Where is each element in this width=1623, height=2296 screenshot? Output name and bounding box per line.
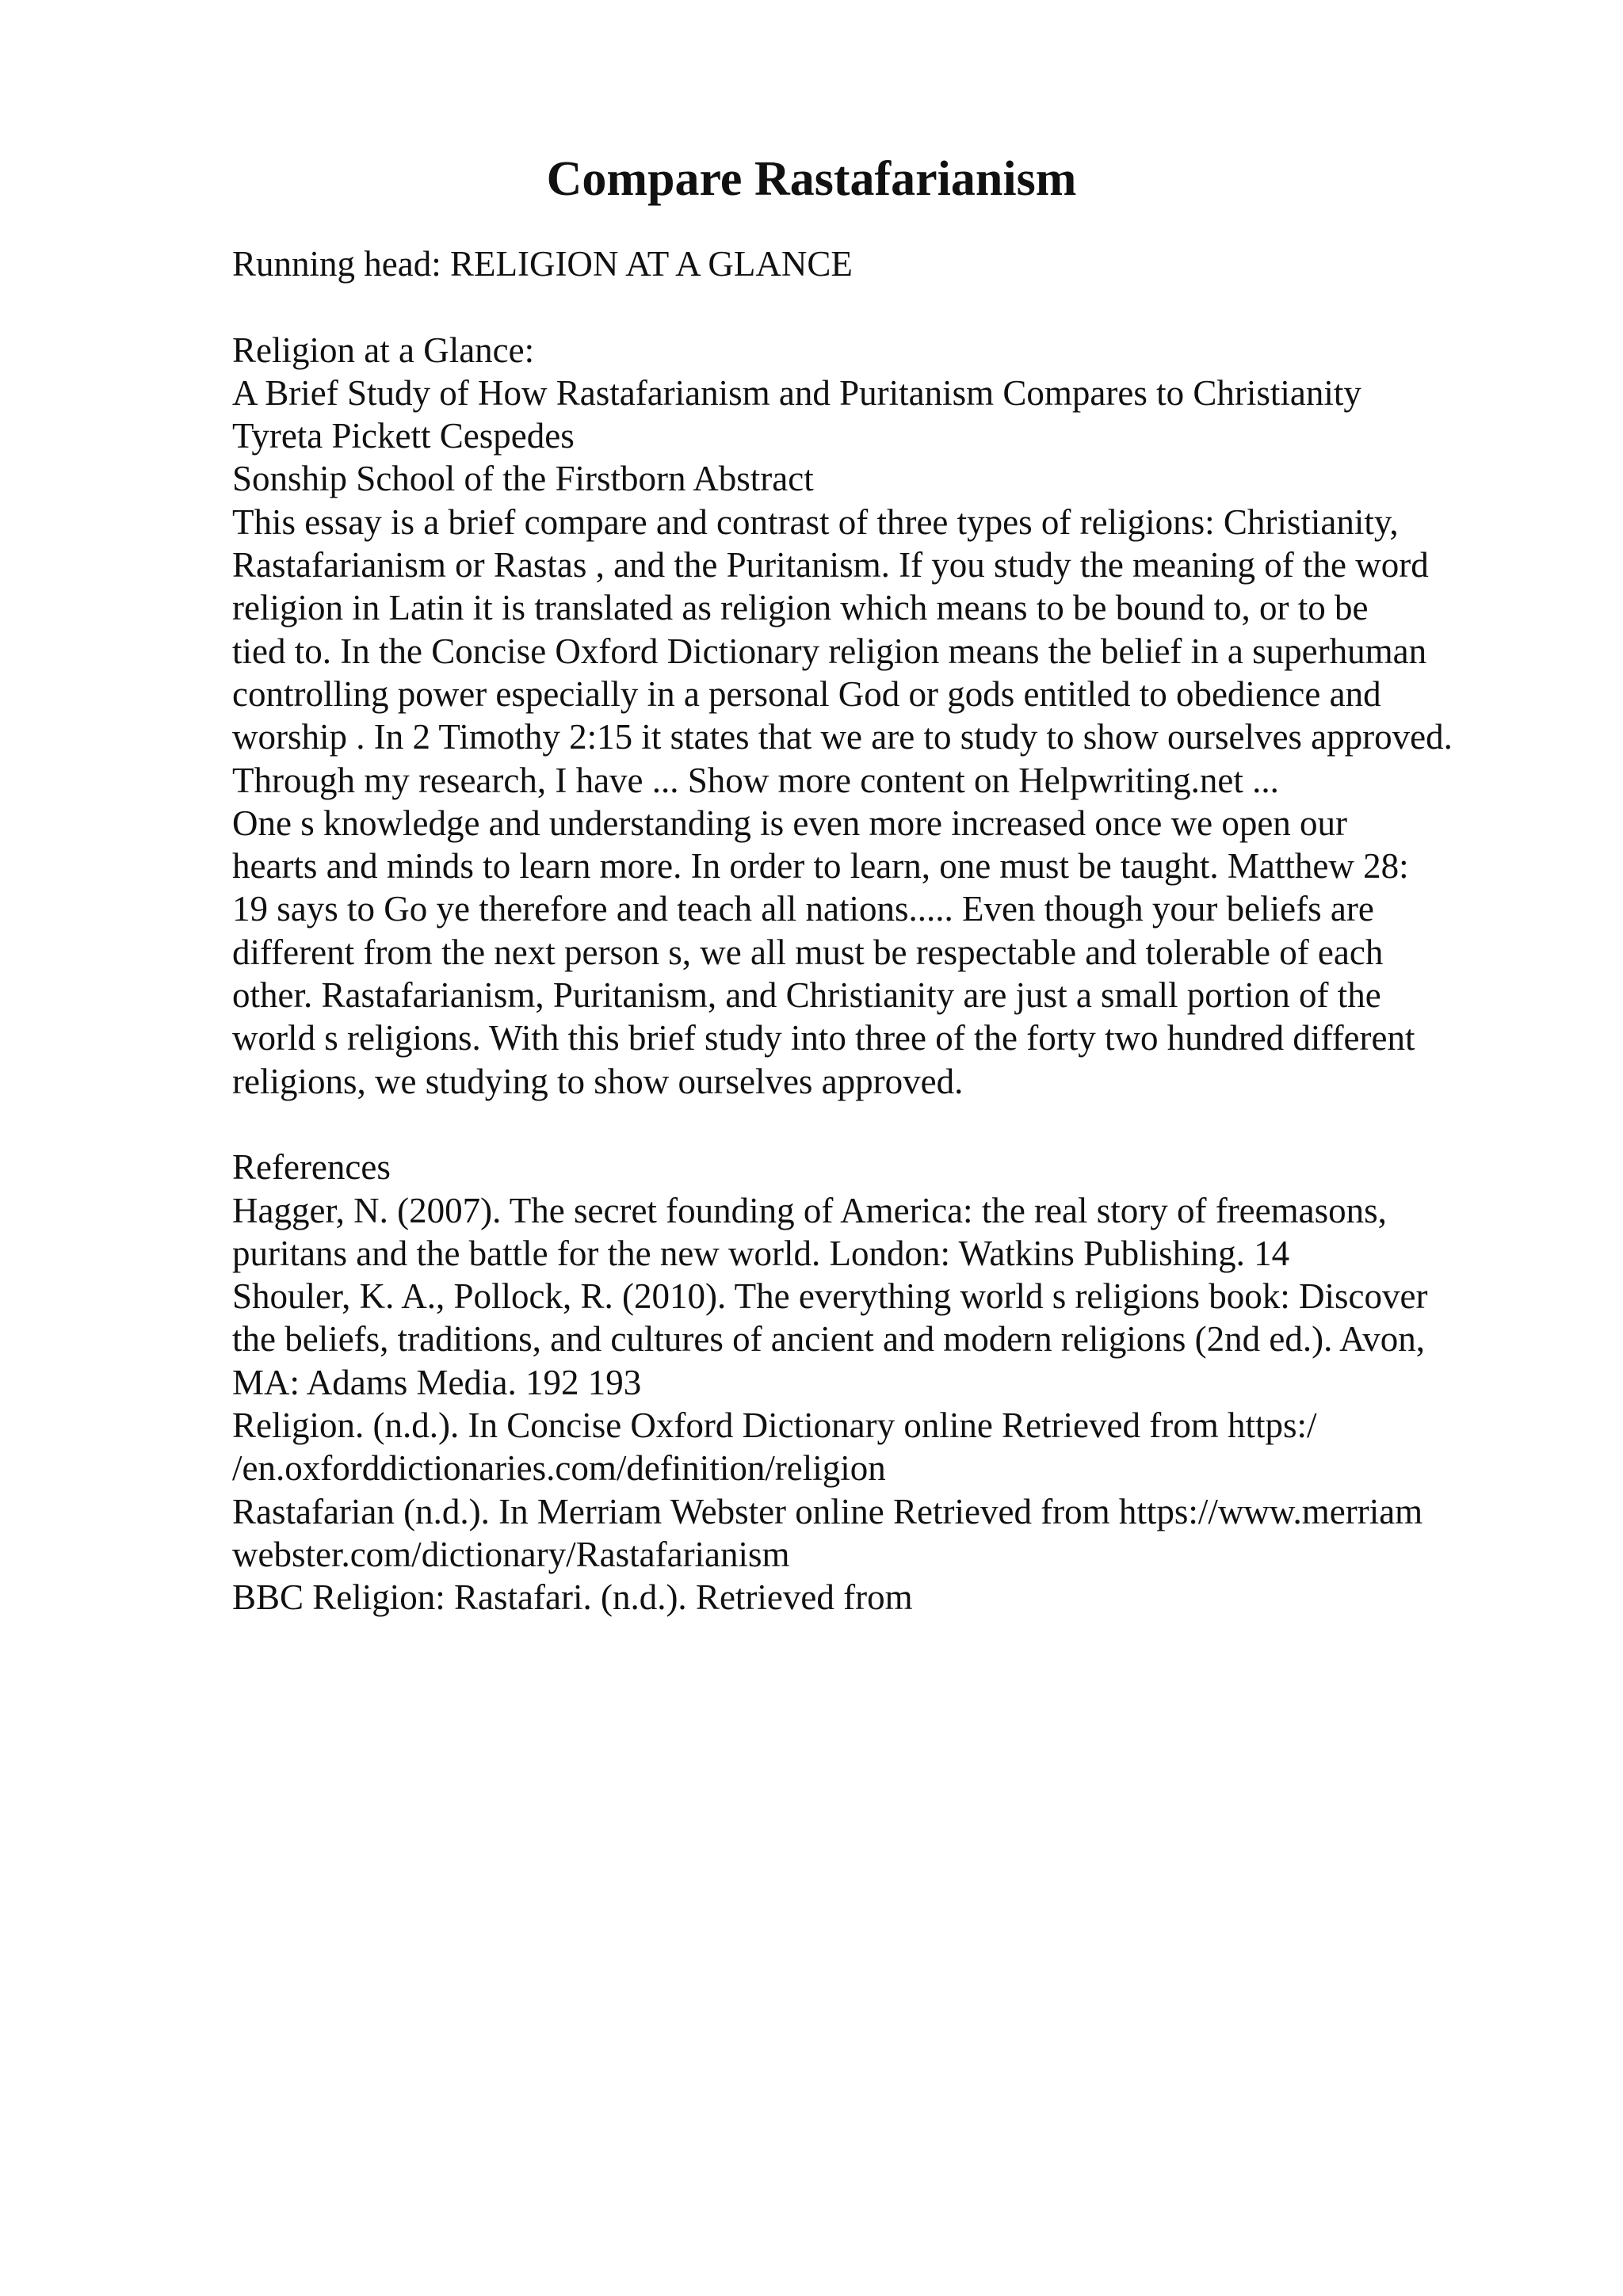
- header-line: Tyreta Pickett Cespedes: [232, 416, 575, 456]
- document-body: [232, 242, 1532, 1619]
- abstract-line: 19 says to Go ye therefore and teach all nations..... Even though your beliefs are: [232, 889, 1374, 929]
- reference-line: Hagger, N. (2007). The secret founding of America: the real story of freemasons,: [232, 1190, 1387, 1230]
- abstract-line: controlling power especially in a personal God or gods entitled to obedience and: [232, 673, 1381, 714]
- abstract-line: Rastafarianism or Rastas , and the Puritanism. If you study the meaning of the word: [232, 545, 1429, 585]
- references-section: [232, 1146, 1532, 1619]
- abstract-line: world s religions. With this brief study into three of the forty two hundred different: [232, 1018, 1415, 1058]
- reference-line: Rastafarian (n.d.). In Merriam Webster online Retrieved from https://www.merriam: [232, 1491, 1423, 1531]
- header-line: Religion at a Glance:: [232, 330, 535, 370]
- header-line: Sonship School of the Firstborn Abstract: [232, 459, 814, 499]
- references-heading: References: [232, 1147, 391, 1188]
- abstract-line: different from the next person s, we all must be respectable and tolerable of each: [232, 932, 1384, 972]
- reference-line: BBC Religion: Rastafari. (n.d.). Retrieved from: [232, 1577, 913, 1618]
- reference-line: /en.oxforddictionaries.com/definition/religion: [232, 1448, 886, 1489]
- header-line: A Brief Study of How Rastafarianism and Puritanism Compares to Christianity: [232, 372, 1361, 413]
- running-head: Running head: RELIGION AT A GLANCE: [232, 244, 853, 284]
- title-block: [232, 329, 1532, 501]
- reference-line: MA: Adams Media. 192 193: [232, 1362, 642, 1402]
- abstract-line: hearts and minds to learn more. In order to learn, one must be taught. Matthew 28:: [232, 846, 1409, 887]
- abstract-line: worship . In 2 Timothy 2:15 it states that we are to study to show ourselves approved.: [232, 717, 1453, 757]
- abstract-line: Through my research, I have ... Show more content on Helpwriting.net ...: [232, 760, 1279, 800]
- abstract-line: This essay is a brief compare and contrast of three types of religions: Christianity,: [232, 502, 1399, 542]
- abstract-line: other. Rastafarianism, Puritanism, and Christianity are just a small portion of the: [232, 975, 1381, 1016]
- abstract-paragraph: [232, 501, 1532, 1103]
- reference-line: webster.com/dictionary/Rastafarianism: [232, 1534, 790, 1574]
- abstract-line: religion in Latin it is translated as religion which means to be bound to, or to be: [232, 588, 1369, 628]
- reference-line: the beliefs, traditions, and cultures of ancient and modern religions (2nd ed.). Avon,: [232, 1319, 1426, 1360]
- spacer: [232, 1103, 1532, 1146]
- reference-line: puritans and the battle for the new world. London: Watkins Publishing. 14: [232, 1233, 1290, 1273]
- spacer: [232, 285, 1532, 328]
- reference-line: Shouler, K. A., Pollock, R. (2010). The everything world s religions book: Discover: [232, 1276, 1428, 1317]
- abstract-line: One s knowledge and understanding is even more increased once we open our: [232, 803, 1348, 843]
- abstract-line: religions, we studying to show ourselves approved.: [232, 1061, 964, 1101]
- document-title: Compare Rastafarianism: [546, 152, 1077, 206]
- reference-line: Religion. (n.d.). In Concise Oxford Dictionary online Retrieved from https:/: [232, 1405, 1317, 1446]
- abstract-line: tied to. In the Concise Oxford Dictionary religion means the belief in a superhuman: [232, 631, 1427, 671]
